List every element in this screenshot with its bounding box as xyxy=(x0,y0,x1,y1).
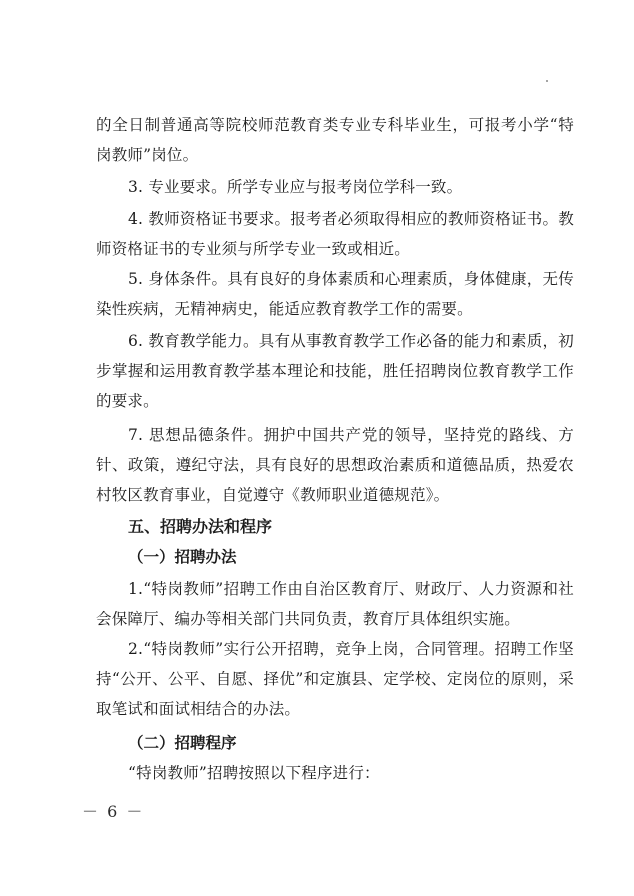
paragraph-requirement-3: 3. 专业要求。所学专业应与报考岗位学科一致。 xyxy=(128,178,463,196)
section-5-heading: 五、招聘办法和程序 xyxy=(128,517,273,536)
paragraph-method-1: 1.“特岗教师”招聘工作由自治区教育厅、财政厅、人力资源和社会保障厅、编办等相关部门共同负责，教育厅具体组织实施。 xyxy=(96,580,574,628)
paragraph-requirement-7: 7. 思想品德条件。拥护中国共产党的领导，坚持党的路线、方针、政策，遵纪守法，具有良好的思想政治素质和道德品质，热爱农村牧区教育事业，自觉遵守《教师职业道德规范》。 xyxy=(96,426,574,504)
paragraph-requirement-6: 6. 教育教学能力。具有从事教育教学工作必备的能力和素质，初步掌握和运用教育教学基本理论和技能，胜任招聘岗位教育教学工作的要求。 xyxy=(96,332,574,410)
paragraph-requirement-5: 5. 身体条件。具有良好的身体素质和心理素质，身体健康，无传染性疾病，无精神病史，能适应教育教学工作的需要。 xyxy=(96,270,574,318)
paragraph-requirement-4: 4. 教师资格证书要求。报考者必须取得相应的教师资格证书。教师资格证书的专业须与所学专业一致或相近。 xyxy=(96,210,574,258)
scan-speck xyxy=(546,80,548,82)
paragraph-method-2: 2.“特岗教师”实行公开招聘，竞争上岗，合同管理。招聘工作坚持“公开、公平、自愿、择优”和定旗县、定学校、定岗位的原则，采取笔试和面试相结合的办法。 xyxy=(96,640,574,718)
page-number: － 6 － xyxy=(82,802,145,821)
subsection-1-heading: （一）招聘办法 xyxy=(128,547,237,566)
subsection-2-heading: （二）招聘程序 xyxy=(128,733,237,752)
paragraph-procedure: “特岗教师”招聘按照以下程序进行： xyxy=(128,764,380,782)
paragraph-continuation: 的全日制普通高等院校师范教育类专业专科毕业生，可报考小学“特岗教师”岗位。 xyxy=(96,116,574,164)
